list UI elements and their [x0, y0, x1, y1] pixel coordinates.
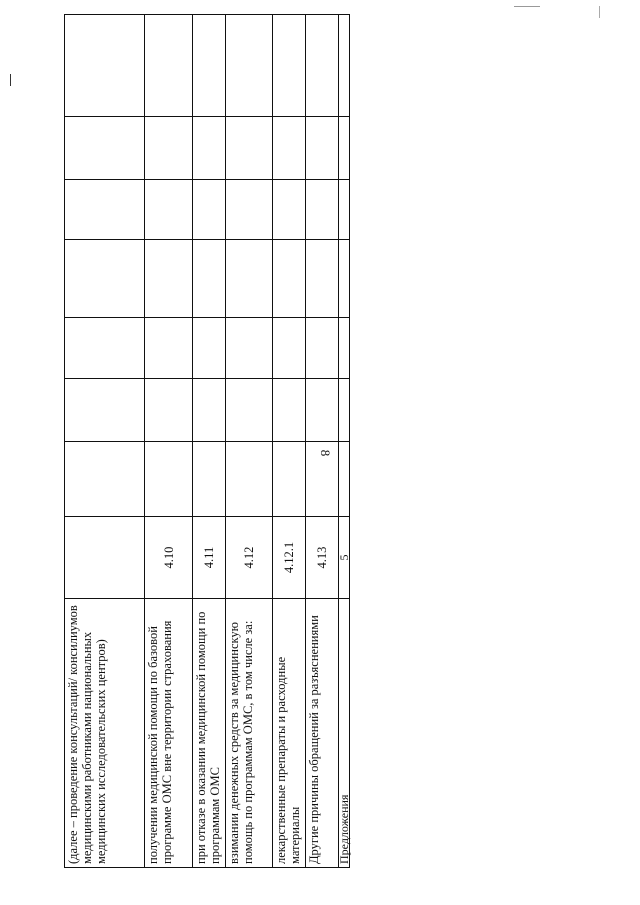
row-label: лекарственные препараты и расходные материалы [273, 599, 306, 868]
page-number: 8 [318, 449, 333, 457]
table-row [226, 15, 273, 868]
empty-cell [273, 180, 306, 240]
empty-cell [65, 379, 145, 442]
empty-cell [306, 117, 339, 180]
empty-cell [306, 180, 339, 240]
empty-cell [145, 240, 193, 318]
row-label: получении медицинской помощи по базовой программе ОМС вне территории страхования [145, 599, 193, 868]
empty-cell [145, 318, 193, 379]
table-row [339, 15, 350, 868]
row-code: 4.12.1 [273, 517, 306, 599]
report-table-container [64, 15, 349, 868]
empty-cell [273, 379, 306, 442]
empty-cell [339, 442, 350, 517]
empty-cell [65, 442, 145, 517]
empty-cell [145, 117, 193, 180]
row-code [65, 517, 145, 599]
empty-cell [226, 117, 273, 180]
table-row [273, 15, 306, 868]
empty-cell [273, 318, 306, 379]
empty-cell [226, 180, 273, 240]
empty-cell [65, 318, 145, 379]
empty-cell [273, 15, 306, 117]
empty-cell [65, 117, 145, 180]
row-code: 4.12 [226, 517, 273, 599]
empty-cell [339, 180, 350, 240]
scan-artifact-edge [599, 6, 600, 18]
empty-cell [339, 379, 350, 442]
row-label: Другие причины обращений за разъяснениями [306, 599, 339, 868]
empty-cell [306, 15, 339, 117]
empty-cell [193, 442, 226, 517]
empty-cell [306, 442, 339, 517]
empty-cell [145, 180, 193, 240]
empty-cell [273, 240, 306, 318]
empty-cell [273, 117, 306, 180]
empty-cell [193, 240, 226, 318]
empty-cell [145, 379, 193, 442]
row-code: 4.11 [193, 517, 226, 599]
table-row [65, 15, 145, 868]
table-row [145, 15, 193, 868]
table-row [193, 15, 226, 868]
empty-cell [193, 318, 226, 379]
empty-cell [193, 117, 226, 180]
row-label: (далее – проведение консультаций/ консилиумов медицинскими работниками национальных медицинских исследовательских центров) [65, 599, 145, 868]
row-code: 5 [339, 517, 350, 599]
empty-cell [193, 15, 226, 117]
empty-cell [145, 15, 193, 117]
empty-cell [65, 240, 145, 318]
row-code: 4.13 [306, 517, 339, 599]
empty-cell [339, 240, 350, 318]
report-table-rotated [64, 15, 349, 868]
row-label: взимании денежных средств за медицинскую помощь по программам ОМС, в том числе за: [226, 599, 273, 868]
empty-cell [306, 240, 339, 318]
empty-cell [306, 379, 339, 442]
empty-cell [226, 240, 273, 318]
empty-cell [306, 318, 339, 379]
empty-cell [273, 442, 306, 517]
empty-cell [339, 117, 350, 180]
empty-cell [226, 442, 273, 517]
empty-cell [226, 379, 273, 442]
empty-cell [226, 15, 273, 117]
report-table [64, 14, 350, 868]
scan-artifact-line [514, 6, 540, 7]
empty-cell [339, 318, 350, 379]
row-label: Предложения [339, 599, 350, 868]
scan-artifact-mark [10, 74, 11, 86]
row-code: 4.10 [145, 517, 193, 599]
empty-cell [65, 15, 145, 117]
table-row [306, 15, 339, 868]
empty-cell [339, 15, 350, 117]
empty-cell [193, 379, 226, 442]
empty-cell [193, 180, 226, 240]
empty-cell [65, 180, 145, 240]
row-label: при отказе в оказании медицинской помощи по программам ОМС [193, 599, 226, 868]
empty-cell [226, 318, 273, 379]
empty-cell [145, 442, 193, 517]
